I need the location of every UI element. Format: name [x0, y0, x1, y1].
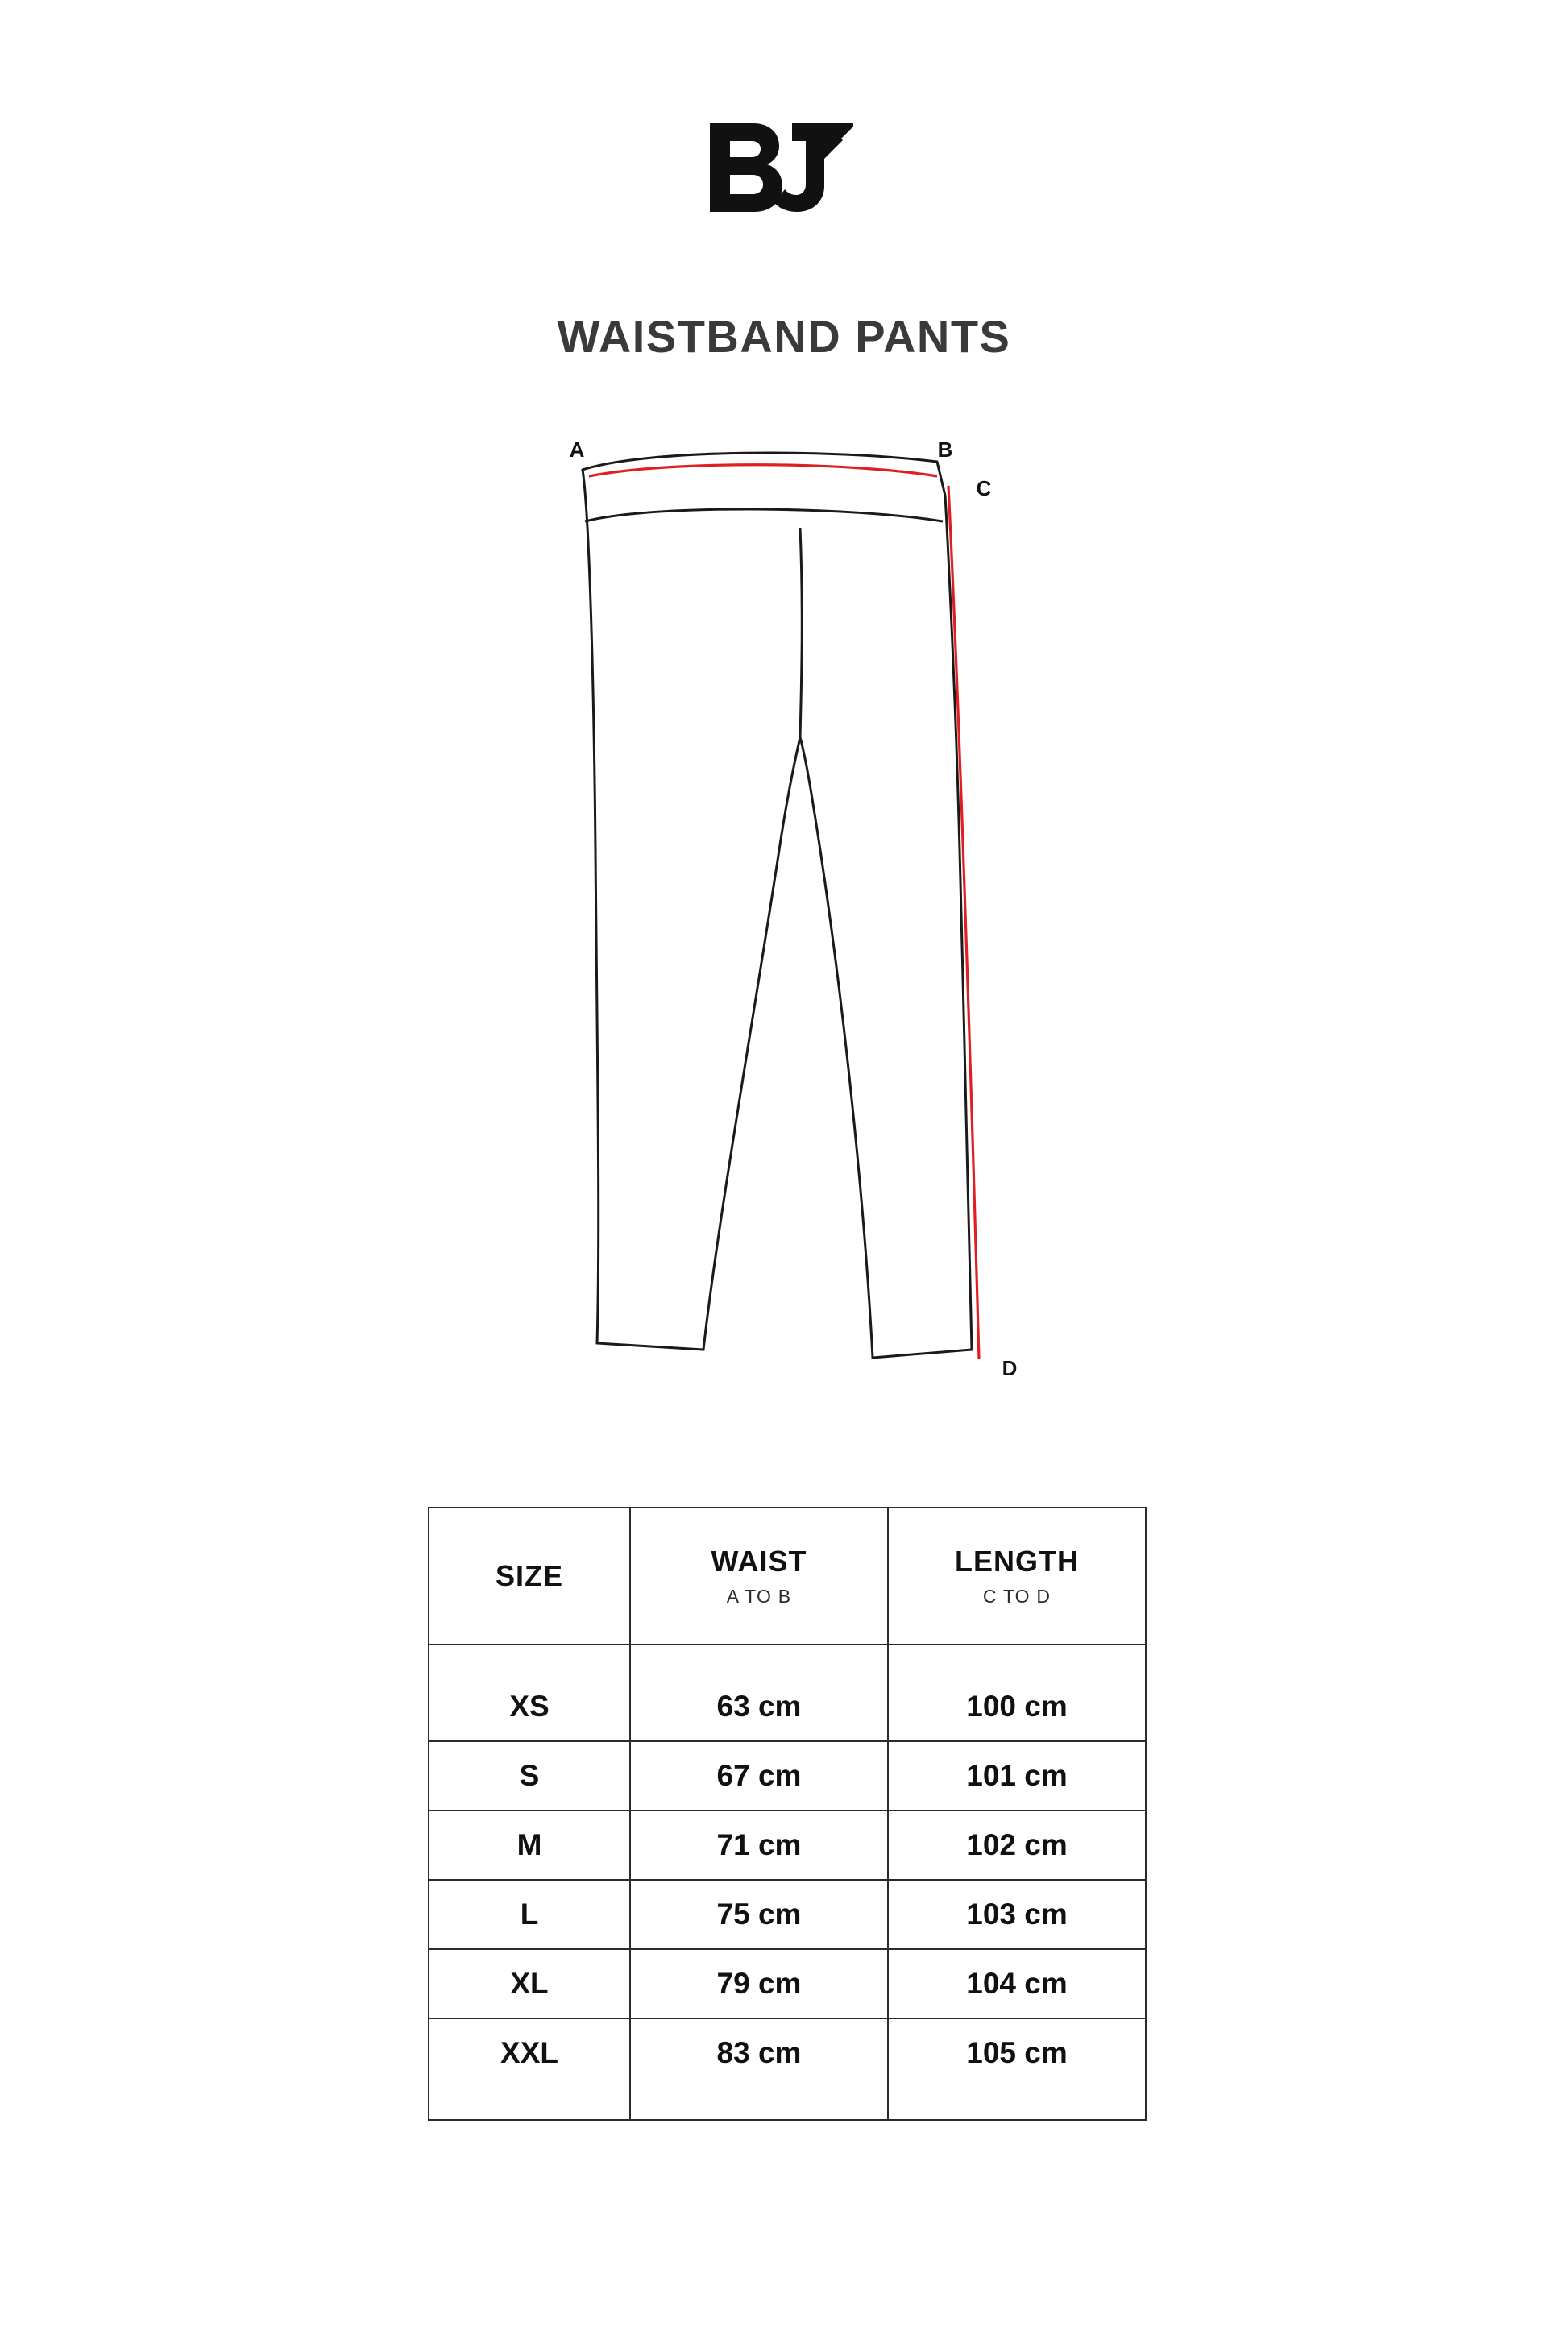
- size-table-body: [429, 1645, 1146, 2120]
- cell-size: XS: [429, 1645, 630, 1741]
- column-header-waist-label: WAIST: [711, 1544, 807, 1578]
- table-row: [429, 2018, 1146, 2120]
- column-header-length: [888, 1508, 1146, 1645]
- table-header-row: [429, 1508, 1146, 1645]
- brand-logo: [691, 113, 877, 234]
- cell-length: 102 cm: [888, 1811, 1146, 1880]
- pants-measurement-diagram: [381, 399, 1187, 1462]
- marker-a: A: [569, 438, 585, 462]
- table-row: [429, 1811, 1146, 1880]
- cell-length: 100 cm: [888, 1645, 1146, 1741]
- cell-waist: 63 cm: [630, 1645, 888, 1741]
- marker-d: D: [1002, 1356, 1018, 1380]
- column-header-length-sub: C TO D: [982, 1586, 1052, 1607]
- cell-size: XL: [429, 1949, 630, 2018]
- bj-monogram-logo: [703, 117, 865, 230]
- cell-size: XXL: [429, 2018, 630, 2120]
- cell-size: S: [429, 1741, 630, 1811]
- cell-size: L: [429, 1880, 630, 1949]
- column-header-length-label: LENGTH: [955, 1544, 1079, 1578]
- size-table-header: [429, 1508, 1146, 1645]
- size-table: [428, 1507, 1147, 2121]
- table-row: [429, 1880, 1146, 1949]
- marker-c: C: [976, 476, 992, 500]
- cell-length: 103 cm: [888, 1880, 1146, 1949]
- cell-length: 105 cm: [888, 2018, 1146, 2120]
- cell-size: M: [429, 1811, 630, 1880]
- cell-length: 104 cm: [888, 1949, 1146, 2018]
- cell-length: 101 cm: [888, 1741, 1146, 1811]
- cell-waist: 75 cm: [630, 1880, 888, 1949]
- table-row: [429, 1645, 1146, 1741]
- cell-waist: 83 cm: [630, 2018, 888, 2120]
- column-header-waist: [630, 1508, 888, 1645]
- size-table-wrapper: [428, 1507, 1140, 2121]
- table-row: [429, 1949, 1146, 2018]
- marker-b: B: [937, 438, 953, 462]
- cell-waist: 67 cm: [630, 1741, 888, 1811]
- column-header-size-label: SIZE: [495, 1559, 563, 1593]
- table-row: [429, 1741, 1146, 1811]
- cell-waist: 79 cm: [630, 1949, 888, 2018]
- column-header-size: [429, 1508, 630, 1645]
- page-title: WAISTBAND PANTS: [557, 311, 1011, 362]
- column-header-waist-sub: A TO B: [726, 1586, 792, 1607]
- cell-waist: 71 cm: [630, 1811, 888, 1880]
